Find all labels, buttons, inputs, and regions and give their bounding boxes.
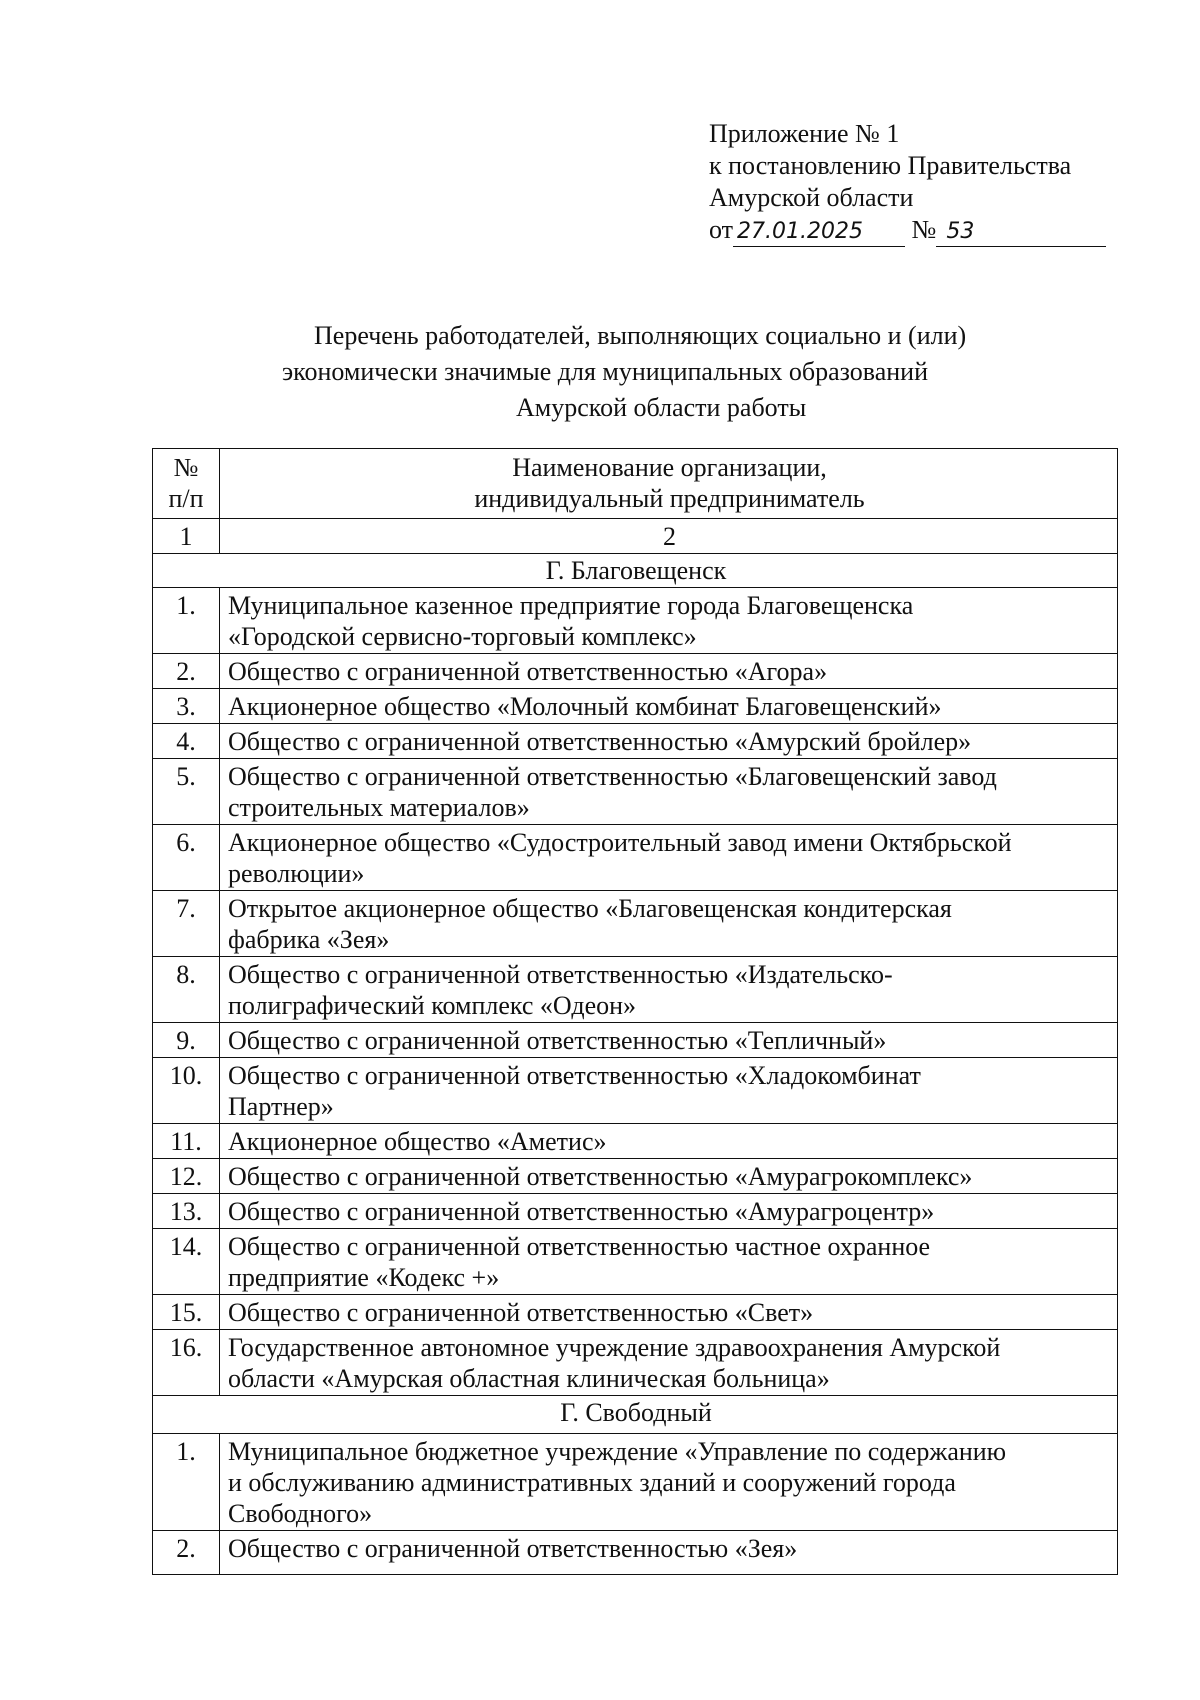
handwritten-date: 27.01.2025	[737, 219, 863, 244]
organization-name-line: Общество с ограниченной ответственностью «Агора»	[228, 657, 828, 686]
organization-name-line: Общество с ограниченной ответственностью «Хладокомбинат	[228, 1061, 921, 1090]
row-number: 8.	[153, 957, 220, 1023]
organization-name-line: полиграфический комплекс «Одеон»	[228, 991, 637, 1020]
section-row	[153, 1396, 1118, 1434]
organization-name-line: Муниципальное казенное предприятие города Благовещенска	[228, 591, 914, 620]
organization-name-line: революции»	[228, 859, 365, 888]
organization-name-line: Общество с ограниченной ответственностью «Амурагроцентр»	[228, 1197, 935, 1226]
organization-name-line: Общество с ограниченной ответственностью «Амурский бройлер»	[228, 727, 972, 756]
table-row	[153, 759, 1118, 825]
date-prefix: от	[709, 215, 734, 244]
column-number-1: 1	[153, 519, 220, 554]
organization-name	[220, 1194, 1118, 1229]
table-row	[153, 1194, 1118, 1229]
row-number: 13.	[153, 1194, 220, 1229]
appendix-line-1: Приложение № 1	[709, 119, 900, 148]
organization-name-line: «Городской сервисно-торговый комплекс»	[228, 622, 697, 651]
section-row	[153, 554, 1118, 588]
number-label: №	[911, 215, 937, 244]
column-number-2: 2	[220, 519, 1118, 554]
organization-name	[220, 1023, 1118, 1058]
table-row	[153, 1295, 1118, 1330]
organization-name-line: и обслуживанию административных зданий и сооружений города	[228, 1468, 956, 1497]
table-row	[153, 825, 1118, 891]
row-number: 14.	[153, 1229, 220, 1295]
date-field	[733, 216, 905, 247]
table-row	[153, 724, 1118, 759]
organization-name	[220, 759, 1118, 825]
row-number: 4.	[153, 724, 220, 759]
employers-table	[152, 448, 1118, 1575]
row-number: 6.	[153, 825, 220, 891]
organization-name	[220, 1124, 1118, 1159]
organization-name	[220, 1434, 1118, 1531]
document-title	[230, 318, 1050, 426]
row-number: 9.	[153, 1023, 220, 1058]
organization-name-line: Общество с ограниченной ответственностью «Издательско-	[228, 960, 893, 989]
organization-name	[220, 1531, 1118, 1575]
table-row	[153, 1159, 1118, 1194]
organization-name-line: Партнер»	[228, 1092, 334, 1121]
organization-name	[220, 1295, 1118, 1330]
header-num-line-1: №	[173, 453, 199, 482]
title-line-1: Перечень работодателей, выполняющих социально и (или)	[314, 321, 967, 350]
row-number: 1.	[153, 1434, 220, 1531]
organization-name-line: Акционерное общество «Судостроительный завод имени Октябрьской	[228, 828, 1012, 857]
row-number: 3.	[153, 689, 220, 724]
organization-name	[220, 957, 1118, 1023]
table-row	[153, 1124, 1118, 1159]
organization-name-line: Общество с ограниченной ответственностью «Благовещенский завод	[228, 762, 997, 791]
appendix-line-2: к постановлению Правительства	[709, 151, 1072, 180]
table-row	[153, 891, 1118, 957]
table-row	[153, 1330, 1118, 1396]
header-name-cell	[220, 449, 1118, 519]
table-row	[153, 957, 1118, 1023]
organization-name	[220, 1229, 1118, 1295]
organization-name-line: Свободного»	[228, 1499, 373, 1528]
title-line-2: экономически значимые для муниципальных образований	[282, 357, 929, 386]
organization-name-line: Общество с ограниченной ответственностью частное охранное	[228, 1232, 931, 1261]
row-number: 16.	[153, 1330, 220, 1396]
number-field	[936, 216, 1106, 247]
row-number: 1.	[153, 588, 220, 654]
organization-name-line: Муниципальное бюджетное учреждение «Управление по содержанию	[228, 1437, 1007, 1466]
organization-name	[220, 689, 1118, 724]
header-num-cell	[153, 449, 220, 519]
organization-name-line: фабрика «Зея»	[228, 925, 390, 954]
table-row	[153, 689, 1118, 724]
row-number: 2.	[153, 1531, 220, 1575]
employers-table-body	[153, 449, 1118, 1575]
header-name-line-2: индивидуальный предприниматель	[474, 484, 865, 513]
organization-name-line: Общество с ограниченной ответственностью «Амурагрокомплекс»	[228, 1162, 973, 1191]
table-header-row	[153, 449, 1118, 519]
row-number: 2.	[153, 654, 220, 689]
appendix-date-line	[709, 214, 1106, 247]
organization-name-line: предприятие «Кодекс +»	[228, 1263, 500, 1292]
organization-name	[220, 1159, 1118, 1194]
row-number: 5.	[153, 759, 220, 825]
organization-name-line: Общество с ограниченной ответственностью «Тепличный»	[228, 1026, 887, 1055]
organization-name-line: Общество с ограниченной ответственностью «Свет»	[228, 1298, 814, 1327]
section-title: Г. Благовещенск	[153, 554, 1118, 588]
title-line-3: Амурской области работы	[516, 393, 807, 422]
section-title: Г. Свободный	[153, 1396, 1118, 1434]
appendix-line-3: Амурской области	[709, 183, 914, 212]
table-row	[153, 1058, 1118, 1124]
column-number-row	[153, 519, 1118, 554]
organization-name-line: Государственное автономное учреждение здравоохранения Амурской	[228, 1333, 1001, 1362]
row-number: 15.	[153, 1295, 220, 1330]
organization-name	[220, 825, 1118, 891]
row-number: 12.	[153, 1159, 220, 1194]
organization-name-line: Открытое акционерное общество «Благовещенская кондитерская	[228, 894, 952, 923]
row-number: 11.	[153, 1124, 220, 1159]
table-row	[153, 588, 1118, 654]
organization-name-line: Акционерное общество «Молочный комбинат Благовещенский»	[228, 692, 942, 721]
table-row	[153, 1531, 1118, 1575]
organization-name-line: строительных материалов»	[228, 793, 530, 822]
row-number: 10.	[153, 1058, 220, 1124]
header-num-line-2: п/п	[168, 484, 204, 513]
organization-name-line: Акционерное общество «Аметис»	[228, 1127, 607, 1156]
organization-name	[220, 1058, 1118, 1124]
organization-name	[220, 891, 1118, 957]
organization-name	[220, 1330, 1118, 1396]
organization-name-line: Общество с ограниченной ответственностью «Зея»	[228, 1534, 798, 1563]
organization-name	[220, 654, 1118, 689]
handwritten-number: 53	[946, 219, 975, 244]
appendix-block	[709, 118, 1106, 247]
organization-name-line: области «Амурская областная клиническая больница»	[228, 1364, 830, 1393]
table-row	[153, 1023, 1118, 1058]
organization-name	[220, 724, 1118, 759]
table-row	[153, 1434, 1118, 1531]
header-name-line-1: Наименование организации,	[512, 453, 827, 482]
row-number: 7.	[153, 891, 220, 957]
table-row	[153, 1229, 1118, 1295]
organization-name	[220, 588, 1118, 654]
table-row	[153, 654, 1118, 689]
